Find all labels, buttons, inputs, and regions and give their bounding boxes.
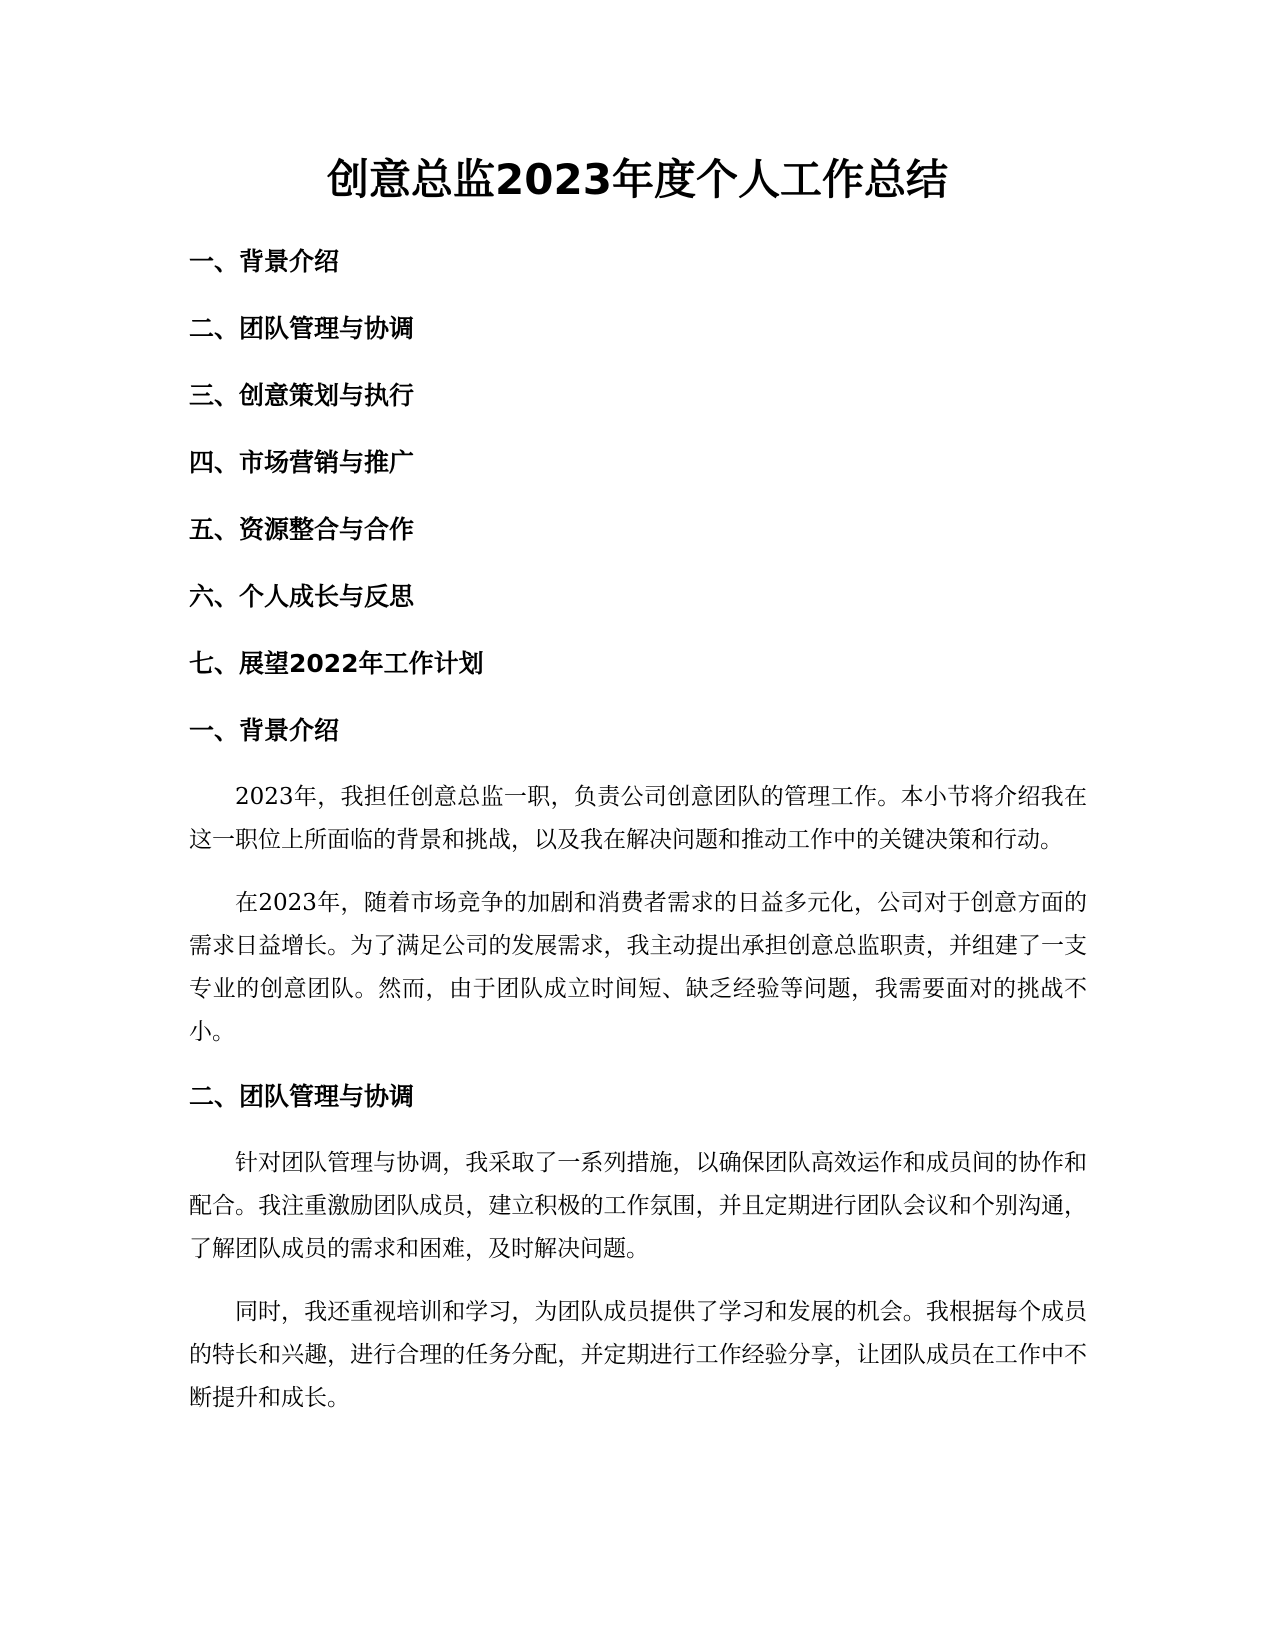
toc-item: 二、团队管理与协调 [189, 314, 415, 343]
toc-item: 五、资源整合与合作 [189, 515, 415, 544]
toc-item: 三、创意策划与执行 [189, 381, 415, 410]
toc-item: 七、展望2022年工作计划 [189, 649, 484, 678]
table-of-contents [189, 245, 484, 714]
paragraph: 针对团队管理与协调，我采取了一系列措施，以确保团队高效运作和成员间的协作和配合。我注重激励团队成员，建立积极的工作氛围，并且定期进行团队会议和个别沟通，了解团队成员的需求和困难，及时解决问题。 [189, 1150, 1087, 1262]
paragraph: 2023年，我担任创意总监一职，负责公司创意团队的管理工作。本小节将介绍我在这一职位上所面临的背景和挑战，以及我在解决问题和推动工作中的关键决策和行动。 [189, 784, 1087, 853]
document-body [189, 714, 1087, 1440]
paragraph: 同时，我还重视培训和学习，为团队成员提供了学习和发展的机会。我根据每个成员的特长和兴趣，进行合理的任务分配，并定期进行工作经验分享，让团队成员在工作中不断提升和成长。 [189, 1299, 1087, 1411]
toc-item: 一、背景介绍 [189, 247, 340, 276]
section-heading: 一、背景介绍 [189, 716, 340, 745]
toc-item: 四、市场营销与推广 [189, 448, 415, 477]
toc-item: 六、个人成长与反思 [189, 582, 415, 611]
paragraph: 在2023年，随着市场竞争的加剧和消费者需求的日益多元化，公司对于创意方面的需求日益增长。为了满足公司的发展需求，我主动提出承担创意总监职责，并组建了一支专业的创意团队。然而，由于团队成立时间短、缺乏经验等问题，我需要面对的挑战不小。 [189, 890, 1087, 1045]
section-heading: 二、团队管理与协调 [189, 1082, 415, 1111]
document-title: 创意总监2023年度个人工作总结 [327, 155, 948, 204]
